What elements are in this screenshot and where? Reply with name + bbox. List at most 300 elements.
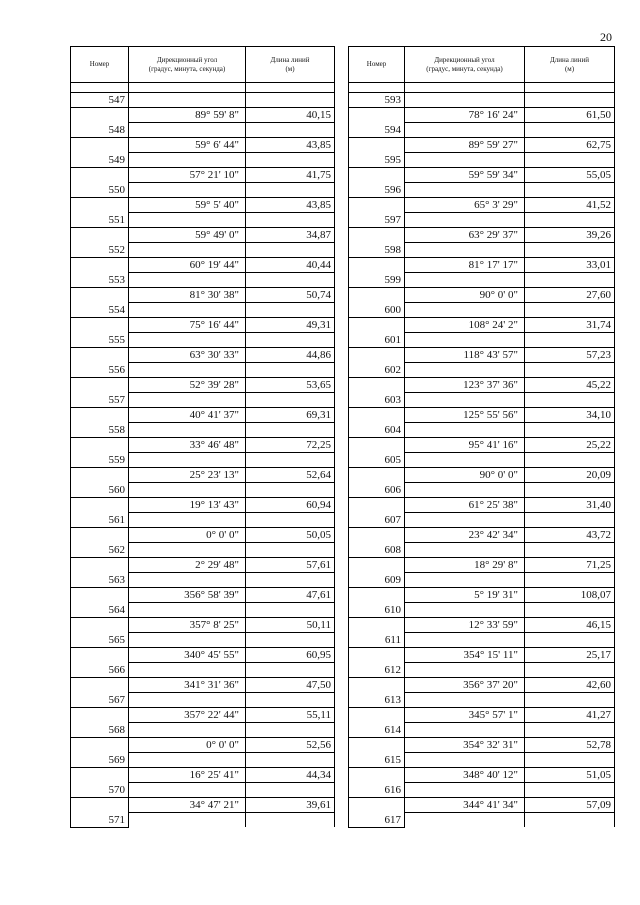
point-number-row — [71, 513, 335, 528]
empty-cell — [405, 783, 525, 798]
header-angle — [129, 47, 246, 83]
empty-cell — [405, 693, 525, 708]
empty-cell — [129, 783, 246, 798]
segment-row — [71, 348, 335, 363]
point-number: 616 — [349, 783, 405, 798]
empty-cell — [349, 798, 405, 813]
line-length: 25,22 — [525, 438, 615, 453]
segment-row — [349, 768, 615, 783]
direction-angle: 356° 58' 39" — [129, 588, 246, 603]
header-length-line1: Длина линий — [270, 55, 310, 64]
empty-cell — [71, 498, 129, 513]
point-number-row — [349, 573, 615, 588]
point-number: 606 — [349, 483, 405, 498]
direction-angle: 25° 23' 13" — [129, 468, 246, 483]
point-number: 571 — [71, 813, 129, 828]
point-number-row — [71, 273, 335, 288]
point-number: 603 — [349, 393, 405, 408]
coordinates-table-right — [348, 46, 615, 828]
empty-cell — [129, 573, 246, 588]
empty-cell — [405, 483, 525, 498]
line-length: 40,15 — [246, 108, 335, 123]
empty-cell — [129, 333, 246, 348]
empty-cell — [405, 213, 525, 228]
point-number-row — [349, 753, 615, 768]
segment-row — [349, 408, 615, 423]
segment-row — [349, 258, 615, 273]
point-number: 605 — [349, 453, 405, 468]
empty-cell — [525, 753, 615, 768]
point-number: 595 — [349, 153, 405, 168]
segment-row — [349, 678, 615, 693]
header-angle-line1: Дирекционный угол — [156, 55, 218, 64]
empty-cell — [129, 543, 246, 558]
point-number-row — [349, 153, 615, 168]
empty-cell — [71, 168, 129, 183]
point-number-row — [71, 243, 335, 258]
empty-cell — [349, 258, 405, 273]
point-number-row — [349, 543, 615, 558]
empty-cell — [525, 183, 615, 198]
page-number: 20 — [600, 30, 612, 44]
direction-angle: 60° 19' 44" — [129, 258, 246, 273]
point-number-row — [71, 483, 335, 498]
table-body-right — [349, 83, 615, 828]
empty-cell — [71, 468, 129, 483]
direction-angle: 34° 47' 21" — [129, 798, 246, 813]
empty-cell — [129, 123, 246, 138]
empty-cell — [246, 783, 335, 798]
empty-cell — [349, 198, 405, 213]
direction-angle: 357° 22' 44" — [129, 708, 246, 723]
segment-row — [71, 618, 335, 633]
direction-angle: 59° 49' 0" — [129, 228, 246, 243]
line-length: 61,50 — [525, 108, 615, 123]
point-number-row — [71, 753, 335, 768]
empty-cell — [525, 213, 615, 228]
point-number-row — [349, 183, 615, 198]
empty-cell — [525, 93, 615, 108]
line-length: 39,61 — [246, 798, 335, 813]
segment-row — [349, 588, 615, 603]
point-number-row — [349, 333, 615, 348]
line-length: 51,05 — [525, 768, 615, 783]
segment-row — [71, 168, 335, 183]
point-number: 604 — [349, 423, 405, 438]
empty-cell — [129, 453, 246, 468]
line-length: 52,64 — [246, 468, 335, 483]
direction-angle: 81° 17' 17" — [405, 258, 525, 273]
empty-cell — [405, 513, 525, 528]
point-number: 561 — [71, 513, 129, 528]
line-length: 40,44 — [246, 258, 335, 273]
empty-cell — [349, 678, 405, 693]
direction-angle: 81° 30' 38" — [129, 288, 246, 303]
direction-angle: 89° 59' 27" — [405, 138, 525, 153]
table-body-left — [71, 83, 335, 828]
segment-row — [349, 708, 615, 723]
line-length: 43,85 — [246, 138, 335, 153]
direction-angle: 90° 0' 0" — [405, 468, 525, 483]
point-number-row — [349, 783, 615, 798]
direction-angle: 52° 39' 28" — [129, 378, 246, 393]
empty-cell — [405, 423, 525, 438]
direction-angle: 354° 15' 11" — [405, 648, 525, 663]
point-number: 547 — [71, 93, 129, 108]
line-length: 34,10 — [525, 408, 615, 423]
point-number: 596 — [349, 183, 405, 198]
empty-cell — [349, 558, 405, 573]
segment-row — [71, 258, 335, 273]
empty-cell — [525, 453, 615, 468]
empty-cell — [246, 363, 335, 378]
point-number: 609 — [349, 573, 405, 588]
point-number-row — [71, 153, 335, 168]
empty-cell — [525, 573, 615, 588]
empty-cell — [71, 318, 129, 333]
direction-angle: 5° 19' 31" — [405, 588, 525, 603]
point-number: 567 — [71, 693, 129, 708]
empty-cell — [129, 603, 246, 618]
segment-row — [71, 708, 335, 723]
segment-row — [349, 378, 615, 393]
empty-cell — [405, 723, 525, 738]
segment-row — [349, 198, 615, 213]
point-number: 548 — [71, 123, 129, 138]
point-number: 600 — [349, 303, 405, 318]
direction-angle: 33° 46' 48" — [129, 438, 246, 453]
header-gap-row — [71, 83, 335, 93]
empty-cell — [246, 303, 335, 318]
empty-cell — [405, 633, 525, 648]
point-number-row — [71, 393, 335, 408]
point-number-row — [349, 363, 615, 378]
empty-cell — [246, 813, 335, 828]
line-length: 44,86 — [246, 348, 335, 363]
empty-cell — [129, 243, 246, 258]
empty-cell — [246, 93, 335, 108]
header-gap-row — [349, 83, 615, 93]
line-length: 108,07 — [525, 588, 615, 603]
empty-cell — [525, 243, 615, 258]
line-length: 27,60 — [525, 288, 615, 303]
segment-row — [349, 528, 615, 543]
empty-cell — [129, 303, 246, 318]
line-length: 57,23 — [525, 348, 615, 363]
point-number: 612 — [349, 663, 405, 678]
direction-angle: 125° 55' 56" — [405, 408, 525, 423]
point-number-row — [71, 693, 335, 708]
point-number-row — [71, 213, 335, 228]
header-angle — [405, 47, 525, 83]
table-header — [71, 47, 335, 83]
direction-angle: 65° 3' 29" — [405, 198, 525, 213]
point-number: 564 — [71, 603, 129, 618]
empty-cell — [525, 303, 615, 318]
empty-cell — [71, 558, 129, 573]
line-length: 60,94 — [246, 498, 335, 513]
point-number: 562 — [71, 543, 129, 558]
point-number-row — [349, 393, 615, 408]
empty-cell — [246, 243, 335, 258]
segment-row — [71, 228, 335, 243]
segment-row — [349, 318, 615, 333]
empty-cell — [405, 453, 525, 468]
empty-cell — [525, 153, 615, 168]
empty-cell — [525, 663, 615, 678]
point-number: 552 — [71, 243, 129, 258]
empty-cell — [71, 618, 129, 633]
header-angle-line2: (градус, минута, секунда) — [426, 64, 503, 73]
direction-angle: 344° 41' 34" — [405, 798, 525, 813]
line-length: 34,87 — [246, 228, 335, 243]
empty-cell — [525, 633, 615, 648]
empty-cell — [349, 438, 405, 453]
segment-row — [71, 288, 335, 303]
point-number-row — [71, 453, 335, 468]
line-length: 42,60 — [525, 678, 615, 693]
point-number: 568 — [71, 723, 129, 738]
empty-cell — [71, 258, 129, 273]
point-number: 599 — [349, 273, 405, 288]
empty-cell — [349, 708, 405, 723]
point-number: 550 — [71, 183, 129, 198]
empty-cell — [405, 153, 525, 168]
empty-cell — [349, 108, 405, 123]
segment-row — [71, 408, 335, 423]
empty-cell — [525, 423, 615, 438]
segment-row — [71, 468, 335, 483]
line-length: 39,26 — [525, 228, 615, 243]
point-number-row — [349, 603, 615, 618]
empty-cell — [129, 213, 246, 228]
empty-cell — [405, 363, 525, 378]
empty-cell — [405, 93, 525, 108]
empty-cell — [246, 153, 335, 168]
direction-angle: 348° 40' 12" — [405, 768, 525, 783]
point-number-row — [349, 93, 615, 108]
direction-angle: 356° 37' 20" — [405, 678, 525, 693]
empty-cell — [71, 768, 129, 783]
point-number: 559 — [71, 453, 129, 468]
point-number-row — [71, 783, 335, 798]
segment-row — [71, 108, 335, 123]
point-number-row — [349, 273, 615, 288]
segment-row — [349, 168, 615, 183]
empty-cell — [129, 813, 246, 828]
empty-cell — [405, 543, 525, 558]
line-length: 50,11 — [246, 618, 335, 633]
line-length: 49,31 — [246, 318, 335, 333]
empty-cell — [525, 363, 615, 378]
empty-cell — [71, 528, 129, 543]
direction-angle: 89° 59' 8" — [129, 108, 246, 123]
header-number — [349, 47, 405, 83]
empty-cell — [525, 813, 615, 828]
point-number-row — [71, 633, 335, 648]
segment-row — [349, 108, 615, 123]
line-length: 57,09 — [525, 798, 615, 813]
direction-angle: 118° 43' 57" — [405, 348, 525, 363]
segment-row — [71, 738, 335, 753]
direction-angle: 108° 24' 2" — [405, 318, 525, 333]
line-length: 47,50 — [246, 678, 335, 693]
header-angle-line1: Дирекционный угол — [434, 55, 495, 64]
direction-angle: 75° 16' 44" — [129, 318, 246, 333]
point-number-row — [349, 813, 615, 828]
line-length: 50,74 — [246, 288, 335, 303]
segment-row — [71, 318, 335, 333]
empty-cell — [349, 138, 405, 153]
empty-cell — [129, 93, 246, 108]
point-number-row — [349, 633, 615, 648]
empty-cell — [129, 693, 246, 708]
empty-cell — [525, 693, 615, 708]
empty-cell — [405, 333, 525, 348]
direction-angle: 63° 29' 37" — [405, 228, 525, 243]
segment-row — [71, 558, 335, 573]
empty-cell — [525, 723, 615, 738]
line-length: 47,61 — [246, 588, 335, 603]
point-number: 617 — [349, 813, 405, 828]
segment-row — [71, 378, 335, 393]
empty-cell — [129, 393, 246, 408]
point-number: 560 — [71, 483, 129, 498]
empty-cell — [129, 723, 246, 738]
empty-cell — [246, 453, 335, 468]
direction-angle: 57° 21' 10" — [129, 168, 246, 183]
line-length: 72,25 — [246, 438, 335, 453]
empty-cell — [349, 528, 405, 543]
line-length: 55,05 — [525, 168, 615, 183]
empty-cell — [349, 738, 405, 753]
point-number: 551 — [71, 213, 129, 228]
segment-row — [349, 138, 615, 153]
empty-cell — [349, 468, 405, 483]
point-number-row — [71, 423, 335, 438]
header-length-line2: (м) — [285, 64, 295, 73]
point-number-row — [349, 693, 615, 708]
point-number-row — [349, 453, 615, 468]
direction-angle: 18° 29' 8" — [405, 558, 525, 573]
empty-cell — [71, 648, 129, 663]
empty-cell — [349, 588, 405, 603]
point-number-row — [349, 423, 615, 438]
line-length: 41,75 — [246, 168, 335, 183]
point-number-row — [71, 93, 335, 108]
header-length — [525, 47, 615, 83]
point-number: 554 — [71, 303, 129, 318]
point-number-row — [71, 303, 335, 318]
point-number-row — [71, 333, 335, 348]
header-number-label: Номер — [366, 60, 387, 68]
segment-row — [71, 438, 335, 453]
empty-cell — [349, 618, 405, 633]
empty-cell — [246, 273, 335, 288]
point-number-row — [349, 123, 615, 138]
line-length: 53,65 — [246, 378, 335, 393]
line-length: 69,31 — [246, 408, 335, 423]
point-number: 593 — [349, 93, 405, 108]
segment-row — [71, 138, 335, 153]
point-number-row — [71, 603, 335, 618]
point-number-row — [71, 813, 335, 828]
empty-cell — [246, 393, 335, 408]
empty-cell — [129, 423, 246, 438]
direction-angle: 61° 25' 38" — [405, 498, 525, 513]
direction-angle: 340° 45' 55" — [129, 648, 246, 663]
direction-angle: 0° 0' 0" — [129, 738, 246, 753]
direction-angle: 345° 57' 1" — [405, 708, 525, 723]
empty-cell — [405, 663, 525, 678]
point-number-row — [71, 573, 335, 588]
point-number-row — [349, 243, 615, 258]
direction-angle: 78° 16' 24" — [405, 108, 525, 123]
point-number-row — [349, 663, 615, 678]
segment-row — [349, 288, 615, 303]
line-length: 25,17 — [525, 648, 615, 663]
empty-cell — [246, 753, 335, 768]
segment-row — [349, 558, 615, 573]
point-number: 558 — [71, 423, 129, 438]
point-number: 549 — [71, 153, 129, 168]
direction-angle: 19° 13' 43" — [129, 498, 246, 513]
direction-angle: 59° 6' 44" — [129, 138, 246, 153]
direction-angle: 23° 42' 34" — [405, 528, 525, 543]
segment-row — [71, 678, 335, 693]
point-number: 615 — [349, 753, 405, 768]
point-number-row — [71, 723, 335, 738]
header-length-line1: Длина линий — [549, 55, 590, 64]
segment-row — [71, 648, 335, 663]
empty-cell — [246, 693, 335, 708]
empty-cell — [349, 348, 405, 363]
empty-cell — [525, 483, 615, 498]
direction-angle: 12° 33' 59" — [405, 618, 525, 633]
line-length: 31,74 — [525, 318, 615, 333]
empty-cell — [246, 123, 335, 138]
direction-angle: 2° 29' 48" — [129, 558, 246, 573]
line-length: 62,75 — [525, 138, 615, 153]
empty-cell — [405, 603, 525, 618]
line-length: 60,95 — [246, 648, 335, 663]
line-length: 44,34 — [246, 768, 335, 783]
empty-cell — [405, 273, 525, 288]
empty-cell — [129, 483, 246, 498]
header-number — [71, 47, 129, 83]
empty-cell — [246, 213, 335, 228]
empty-cell — [246, 483, 335, 498]
empty-cell — [405, 243, 525, 258]
empty-cell — [349, 408, 405, 423]
empty-cell — [525, 513, 615, 528]
segment-row — [349, 498, 615, 513]
segment-row — [349, 348, 615, 363]
point-number: 601 — [349, 333, 405, 348]
point-number: 553 — [71, 273, 129, 288]
empty-cell — [525, 333, 615, 348]
empty-cell — [71, 348, 129, 363]
point-number: 598 — [349, 243, 405, 258]
empty-cell — [246, 333, 335, 348]
empty-cell — [71, 408, 129, 423]
empty-cell — [246, 573, 335, 588]
segment-row — [71, 528, 335, 543]
empty-cell — [246, 633, 335, 648]
point-number: 569 — [71, 753, 129, 768]
empty-cell — [349, 318, 405, 333]
direction-angle: 123° 37' 36" — [405, 378, 525, 393]
